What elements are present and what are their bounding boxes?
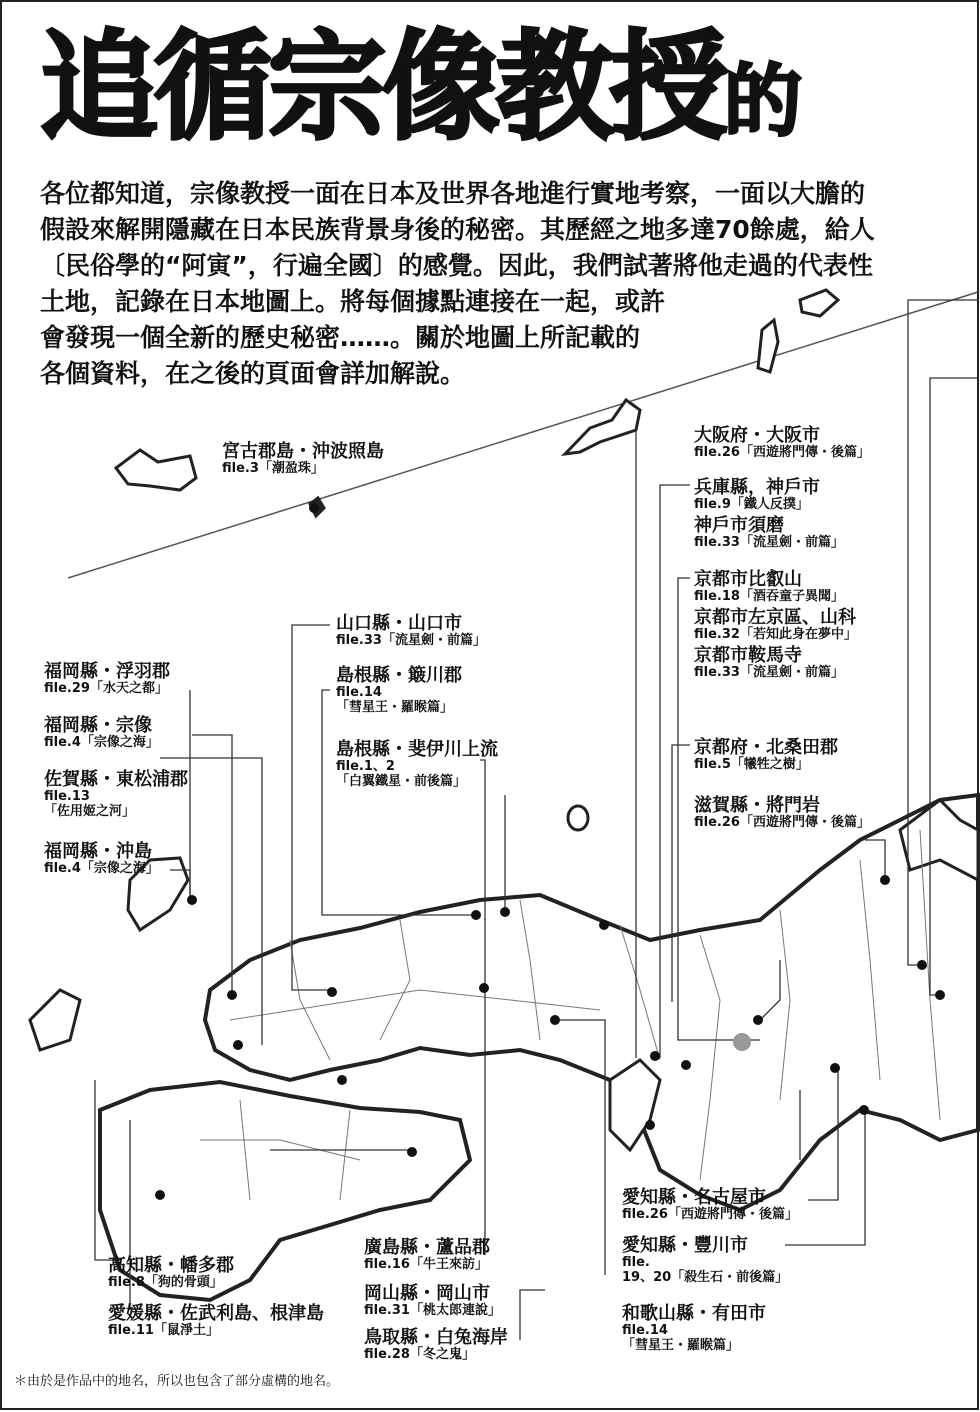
- location-place: 兵庫縣，神戶市: [694, 477, 820, 498]
- location-label[interactable]: [694, 738, 838, 773]
- location-label[interactable]: [364, 1238, 490, 1273]
- location-label[interactable]: [694, 426, 870, 461]
- location-file: file.4「宗像之海」: [44, 735, 159, 751]
- location-place: 宮古郡島・沖波照島: [222, 441, 384, 462]
- location-file: file.9「鐵人反撲」: [694, 497, 809, 513]
- intro-line: 〔民俗學的“阿寅”，行遍全國〕的感覺。因此，我們試著將他走過的代表性: [40, 251, 873, 280]
- location-file: file.26「西遊將門傳・後篇」: [622, 1207, 798, 1223]
- location-file: file.14: [622, 1323, 668, 1339]
- location-label[interactable]: [222, 442, 384, 477]
- location-label[interactable]: [694, 570, 844, 605]
- location-place: 大阪府・大阪市: [694, 425, 820, 446]
- location-dot[interactable]: [337, 1075, 347, 1085]
- location-dot[interactable]: [681, 1060, 691, 1070]
- page-title: 追循宗像教授的: [40, 18, 803, 156]
- location-dot[interactable]: [550, 1015, 560, 1025]
- location-place: 京都市鞍馬寺: [694, 645, 802, 666]
- location-label[interactable]: [44, 716, 159, 751]
- location-file: file.5「犧牲之樹」: [694, 757, 809, 773]
- location-label[interactable]: [44, 770, 188, 819]
- island-shape: [116, 450, 196, 490]
- island-shape: [565, 400, 640, 454]
- location-place: 廣島縣・蘆品郡: [364, 1237, 490, 1258]
- location-place: 佐賀縣・東松浦郡: [44, 769, 188, 790]
- location-place: 高知縣・幡多郡: [108, 1255, 234, 1276]
- location-file: 「彗星王・羅睺篇」: [336, 699, 454, 715]
- location-dot[interactable]: [227, 990, 237, 1000]
- location-place: 島根縣・簸川郡: [336, 665, 462, 686]
- location-label[interactable]: [694, 646, 844, 681]
- intro-line: 各個資料，在之後的頁面會詳加解說。: [40, 359, 466, 388]
- location-place: 京都府・北桑田郡: [694, 737, 838, 758]
- location-label[interactable]: [336, 614, 486, 649]
- location-label[interactable]: [336, 666, 462, 715]
- location-file: file.33「流星劍・前篇」: [336, 633, 486, 649]
- location-label[interactable]: [44, 842, 159, 877]
- location-dot[interactable]: [830, 1063, 840, 1073]
- location-file: file.: [622, 1255, 650, 1271]
- location-file: file.26「西遊將門傳・後篇」: [694, 445, 870, 461]
- location-file: 19、20「殺生石・前後篇」: [622, 1269, 789, 1285]
- location-file: file.32「若知此身在夢中」: [694, 627, 857, 643]
- location-dot[interactable]: [599, 920, 609, 930]
- location-place: 福岡縣・浮羽郡: [44, 661, 170, 682]
- location-file: file.31「桃太郎連說」: [364, 1303, 501, 1319]
- location-dot[interactable]: [917, 960, 927, 970]
- location-place: 福岡縣・宗像: [44, 715, 152, 736]
- location-file: file.33「流星劍・前篇」: [694, 535, 844, 551]
- location-file: file.13: [44, 789, 90, 805]
- location-file: file.8「狗的骨頭」: [108, 1275, 223, 1291]
- location-place: 岡山縣・岡山市: [364, 1283, 490, 1304]
- location-place: 神戶市須磨: [694, 515, 784, 536]
- location-dot[interactable]: [407, 1147, 417, 1157]
- location-file: file.26「西遊將門傳・後篇」: [694, 815, 870, 831]
- location-label[interactable]: [364, 1328, 508, 1363]
- location-dot[interactable]: [880, 875, 890, 885]
- location-place: 山口縣・山口市: [336, 613, 462, 634]
- location-file: file.29「水天之都」: [44, 681, 168, 697]
- location-file: 「彗星王・羅睺篇」: [622, 1337, 740, 1353]
- location-place: 京都市左京區、山科: [694, 607, 856, 628]
- location-dot[interactable]: [155, 1190, 165, 1200]
- location-dot[interactable]: [187, 895, 197, 905]
- location-file: file.4「宗像之海」: [44, 861, 159, 877]
- location-place: 愛知縣・豐川市: [622, 1235, 748, 1256]
- location-label[interactable]: [364, 1284, 501, 1319]
- location-label[interactable]: [622, 1188, 798, 1223]
- location-file: 「佐用姬之河」: [44, 803, 136, 819]
- location-place: 島根縣・斐伊川上流: [336, 739, 498, 760]
- island-shape: [568, 806, 588, 830]
- location-dot[interactable]: [753, 1015, 763, 1025]
- location-place: 愛知縣・名古屋市: [622, 1187, 766, 1208]
- location-label[interactable]: [694, 796, 870, 831]
- kyushu-shape: [30, 990, 80, 1050]
- location-dot[interactable]: [859, 1105, 869, 1115]
- location-label[interactable]: [694, 478, 820, 513]
- location-dot[interactable]: [650, 1051, 660, 1061]
- location-place: 福岡縣・沖島: [44, 841, 152, 862]
- location-file: file.11「鼠淨土」: [108, 1323, 219, 1339]
- title-suffix: 的: [724, 57, 803, 147]
- location-label[interactable]: [694, 516, 844, 551]
- location-label[interactable]: [336, 740, 498, 789]
- location-label[interactable]: [622, 1304, 766, 1353]
- location-label[interactable]: [694, 608, 857, 643]
- intro-text: [40, 176, 900, 392]
- location-dot[interactable]: [645, 1120, 655, 1130]
- location-dot[interactable]: [500, 907, 510, 917]
- location-file: file.3「潮盈珠」: [222, 461, 324, 477]
- location-dot[interactable]: [471, 910, 481, 920]
- location-dot[interactable]: [327, 987, 337, 997]
- location-label[interactable]: [44, 662, 170, 697]
- location-file: file.18「酒吞童子異聞」: [694, 589, 844, 605]
- location-file: file.14: [336, 685, 382, 701]
- location-dot[interactable]: [309, 503, 319, 513]
- location-place: 和歌山縣・有田市: [622, 1303, 766, 1324]
- location-place: 愛媛縣・佐武利島、根津島: [108, 1303, 324, 1324]
- location-dot[interactable]: [935, 990, 945, 1000]
- location-file: 「白翼鐵星・前後篇」: [336, 773, 467, 789]
- location-place: 京都市比叡山: [694, 569, 802, 590]
- location-place: 滋賀縣・將門岩: [694, 795, 820, 816]
- location-file: file.16「牛王來訪」: [364, 1257, 488, 1273]
- location-label[interactable]: [622, 1236, 788, 1285]
- location-file: file.28「冬之鬼」: [364, 1347, 475, 1363]
- location-file: file.1、2: [336, 759, 395, 775]
- location-file: file.33「流星劍・前篇」: [694, 665, 844, 681]
- location-label[interactable]: [108, 1304, 324, 1339]
- location-dot[interactable]: [479, 983, 489, 993]
- location-dot[interactable]: [233, 1040, 243, 1050]
- intro-line: 會發現一個全新的歷史秘密……。關於地圖上所記載的: [40, 323, 641, 352]
- location-place: 鳥取縣・白兔海岸: [364, 1327, 508, 1348]
- kyoto-highlight-dot: [733, 1033, 751, 1051]
- intro-line: 土地，記錄在日本地圖上。將每個據點連接在一起，或許: [40, 287, 666, 316]
- intro-line: 各位都知道，宗像教授一面在日本及世界各地進行實地考察，一面以大膽的: [40, 179, 866, 208]
- location-label[interactable]: [108, 1256, 234, 1291]
- intro-line: 假設來解開隱藏在日本民族背景身後的秘密。其歷經之地多達70餘處，給人: [40, 215, 875, 244]
- footnote: ＊由於是作品中的地名，所以也包含了部分虛構的地名。: [14, 1374, 340, 1389]
